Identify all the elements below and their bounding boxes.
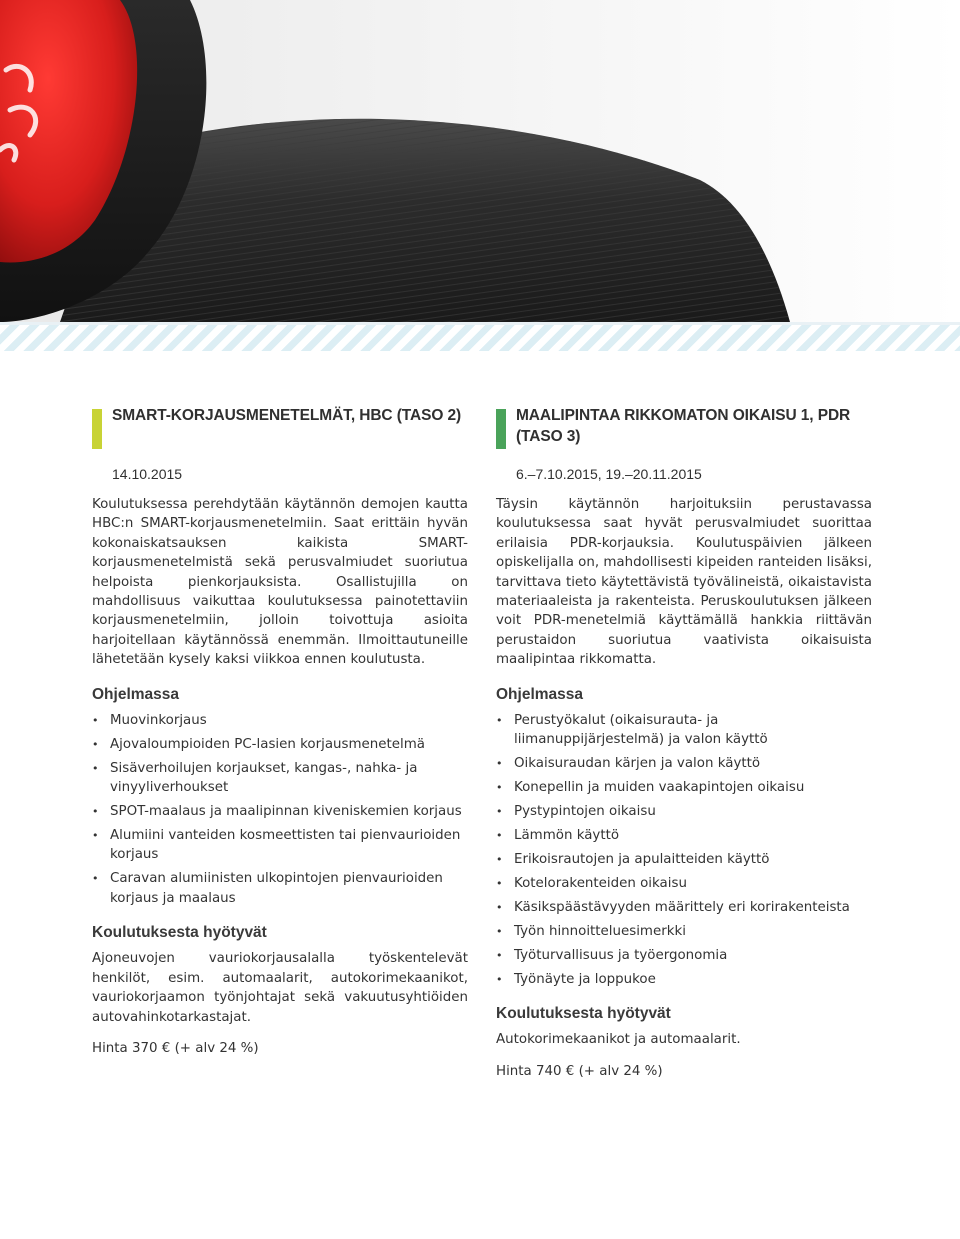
list-item: • Konepellin ja muiden vaakapintojen oikaisu [496,778,872,797]
hero-photo [0,0,960,322]
list-item: • Työturvallisuus ja työergonomia [496,946,872,965]
benefit-text: Ajoneuvojen vauriokorjausalalla työskentelevät henkilöt, esim. automaalarit, autokorimekaanikot, vauriokorjaamon työnjohtajat sekä vakuutusyhtiöiden autovahinkotarkastajat. [92,951,468,1025]
benefit-heading: Koulutuksesta hyötyvät [92,924,267,942]
benefit-text: Autokorimekaanikot ja automaalarit. [496,1032,741,1048]
list-item: • Erikoisrautojen ja apulaitteiden käyttö [496,850,872,869]
course-title: MAALIPINTAA RIKKOMATON OIKAISU 1, PDR (TASO 3) [516,407,851,445]
benefit-heading: Koulutuksesta hyötyvät [496,1005,671,1023]
list-item: • Käsikspäästävyyden määrittely eri korirakenteista [496,898,872,917]
list-item: • Pystypintojen oikaisu [496,802,872,821]
seatbelt-buckle-image [0,0,960,322]
list-item: • Lämmön käyttö [496,826,872,845]
course-price: Hinta 740 € (+ alv 24 %) [496,1063,663,1079]
course-date: 14.10.2015 [112,466,183,482]
program-heading: Ohjelmassa [92,685,180,703]
program-list [496,711,872,990]
accent-bar [496,409,506,449]
accent-bar [92,409,102,449]
list-item: • Ajovaloumpioiden PC-lasien korjausmenetelmä [92,735,468,754]
course-title: SMART-KORJAUSMENETELMÄT, HBC (TASO 2) [112,407,462,424]
program-list [92,711,468,909]
list-item: • Kotelorakenteiden oikaisu [496,874,872,893]
list-item: • Muovinkorjaus [92,711,468,730]
list-item: • Sisäverhoilujen korjaukset, kangas-, nahka- ja vinyyliverhoukset [92,759,468,798]
course-header [92,405,468,449]
list-item: • Caravan alumiinisten ulkopintojen pienvaurioiden korjaus ja maalaus [92,869,468,908]
program-heading: Ohjelmassa [496,685,584,703]
list-item: • SPOT-maalaus ja maalipinnan kiveniskemien korjaus [92,802,468,821]
decorative-stripe-band [0,322,960,351]
course-intro: Koulutuksessa perehdytään käytännön demojen kautta HBC:n SMART-korjausmenetelmiin. Saat erittäin hyvän kokonaiskatsauksen kaikista SMART-korjausmenetelmistä sekä perusvalmiudet suoriutua helpoista pienkorjauksista. Osallistujilla on mahdollisuus vaikuttaa koulutuksessa painotettaviin korjausmenetelmiin, jolloin toivottuja asioita harjoitellaan käytännössä enemmän. Ilmoittautuneille lähetetään kysely kaksi viikkoa ennen koulutusta. [92,497,468,668]
list-item: • Alumiini vanteiden kosmeettisten tai pienvaurioiden korjaus [92,826,468,865]
list-item: • Työnäyte ja loppukoe [496,970,872,989]
course-column-left [92,405,468,1058]
list-item: • Oikaisuraudan kärjen ja valon käyttö [496,754,872,773]
course-column-right [496,405,872,1081]
course-intro: Täysin käytännön harjoituksiin perustavassa koulutuksessa saat hyvät perusvalmiudet suorittaa erilaisia PDR-korjauksia. Koulutuspäivien jälkeen opiskelijalla on, mahdollisesti kipeiden ranteiden lisäksi, tarvittava tieto käytettävistä työvälineistä, oikaistavista materiaaleista ja rakenteista. Peruskoulutuksen jälkeen voit PDR-menetelmiä käyttämällä hankkia riittävän perustaidon suoriutua vaativista oikaisuista maalipintaa rikkomatta. [496,497,873,668]
list-item: • Työn hinnoitteluesimerkki [496,922,872,941]
course-header [496,405,872,449]
list-item: • Perustyökalut (oikaisurauta- ja liimanuppijärjestelmä) ja valon käyttö [496,711,872,750]
course-price: Hinta 370 € (+ alv 24 %) [92,1040,259,1056]
course-date: 6.–7.10.2015, 19.–20.11.2015 [516,466,702,482]
